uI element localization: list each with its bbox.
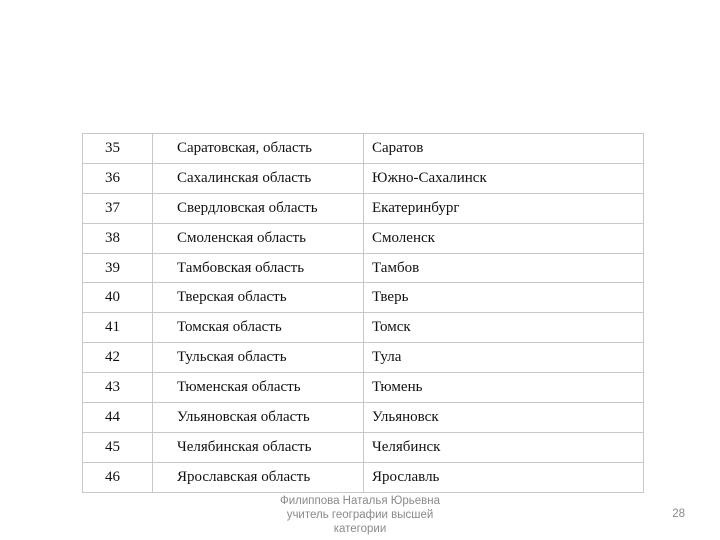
region-center: Смоленск: [364, 223, 644, 253]
row-number: 45: [83, 432, 153, 462]
row-number: 44: [83, 403, 153, 433]
row-number: 42: [83, 343, 153, 373]
row-number: 46: [83, 462, 153, 492]
region-center: Ярославль: [364, 462, 644, 492]
regions-table: [82, 133, 644, 493]
table-row: [83, 253, 644, 283]
region-center: Челябинск: [364, 432, 644, 462]
region-center: Екатеринбург: [364, 193, 644, 223]
table-row: [83, 223, 644, 253]
table-row: [83, 343, 644, 373]
table-row: [83, 193, 644, 223]
table-row: [83, 403, 644, 433]
table-row: [83, 313, 644, 343]
table-row: [83, 283, 644, 313]
table-row: [83, 373, 644, 403]
region-center: Тула: [364, 343, 644, 373]
region-name: Саратовская, область: [153, 134, 364, 164]
row-number: 35: [83, 134, 153, 164]
row-number: 39: [83, 253, 153, 283]
row-number: 36: [83, 163, 153, 193]
region-center: Тверь: [364, 283, 644, 313]
table-row: [83, 134, 644, 164]
author-name: Филиппова Наталья Юрьевна: [279, 495, 441, 507]
table-row: [83, 163, 644, 193]
region-center: Южно-Сахалинск: [364, 163, 644, 193]
region-name: Томская область: [153, 313, 364, 343]
region-name: Ульяновская область: [153, 403, 364, 433]
region-name: Тамбовская область: [153, 253, 364, 283]
region-name: Тюменская область: [153, 373, 364, 403]
footer-author: [252, 494, 468, 536]
row-number: 37: [83, 193, 153, 223]
region-name: Тульская область: [153, 343, 364, 373]
row-number: 41: [83, 313, 153, 343]
region-center: Тюмень: [364, 373, 644, 403]
region-center: Саратов: [364, 134, 644, 164]
region-center: Томск: [364, 313, 644, 343]
table-row: [83, 462, 644, 492]
region-name: Свердловская область: [153, 193, 364, 223]
region-name: Челябинская область: [153, 432, 364, 462]
region-name: Сахалинская область: [153, 163, 364, 193]
author-title: учитель географии высшей: [286, 509, 434, 521]
table-row: [83, 432, 644, 462]
region-center: Тамбов: [364, 253, 644, 283]
region-name: Ярославская область: [153, 462, 364, 492]
region-name: Тверская область: [153, 283, 364, 313]
author-category: категории: [333, 523, 387, 535]
region-center: Ульяновск: [364, 403, 644, 433]
page-number: 28: [672, 508, 685, 520]
row-number: 40: [83, 283, 153, 313]
row-number: 38: [83, 223, 153, 253]
row-number: 43: [83, 373, 153, 403]
region-name: Смоленская область: [153, 223, 364, 253]
